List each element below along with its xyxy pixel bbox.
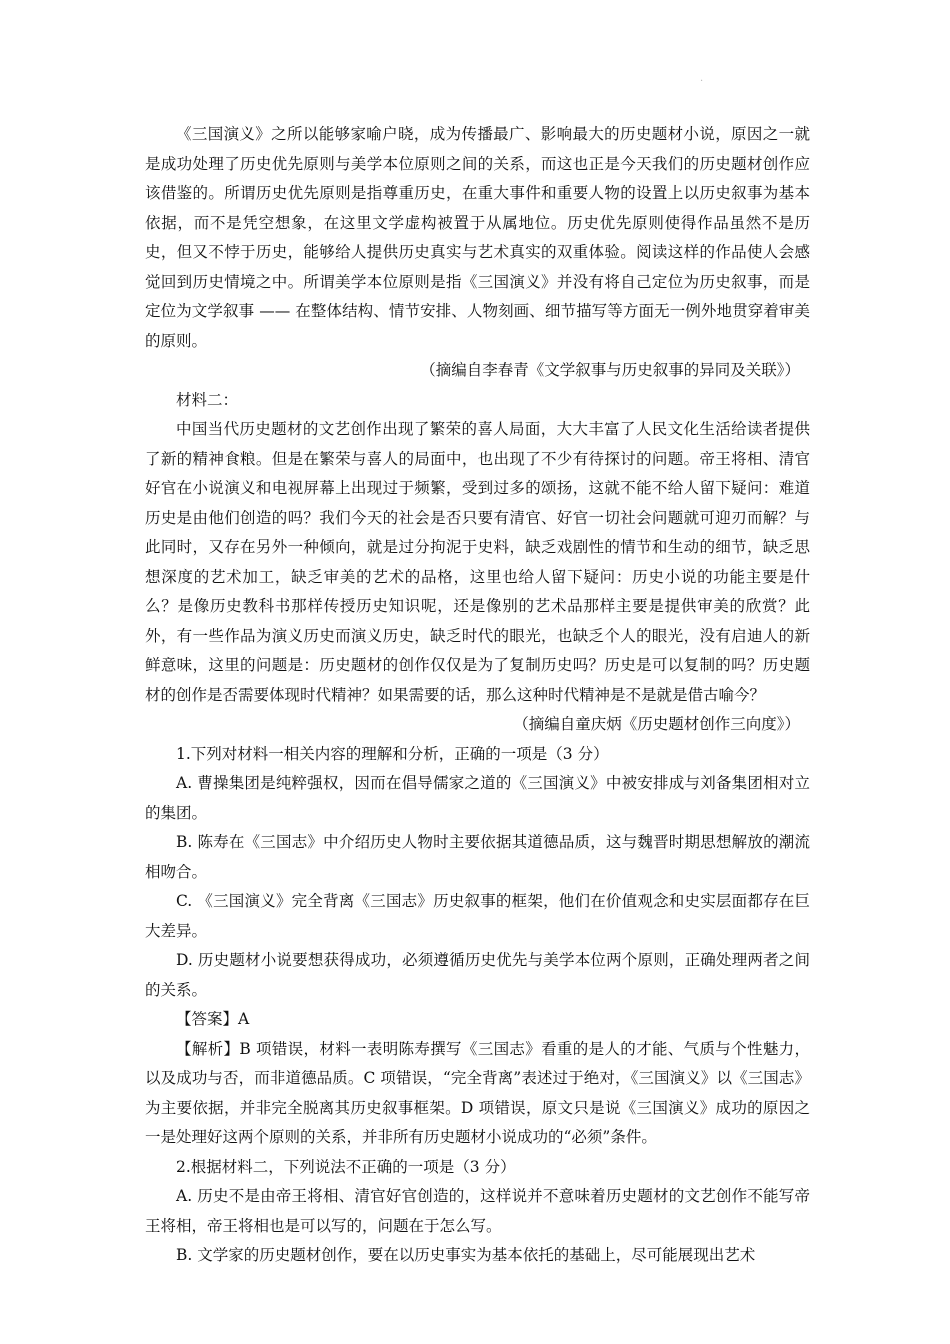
question1-option-c: C. 《三国演义》完全背离《三国志》历史叙事的框架，他们在价值观念和史实层面都存在巨大差异。: [145, 892, 810, 940]
question1-option-d: D. 历史题材小说要想获得成功，必须遵循历史优先与美学本位两个原则，正确处理两者之间的关系。: [145, 951, 810, 999]
question2-option-b: B. 文学家的历史题材创作，要在以历史事实为基本依托的基础上，尽可能展现出艺术: [176, 1246, 756, 1264]
material2-heading: 材料二：: [176, 390, 239, 409]
question1-analysis: 【解析】B 项错误，材料一表明陈寿撰写《三国志》看重的是人的才能、气质与个性魅力，以及成功与否，而非道德品质。C 项错误，“完全背离”表述过于绝对，《三国演义》以《三国志》为主要依据，并非完全脱离其历史叙事框架。D 项错误，原文只是说《三国演义》成功的原因之一是处理好这两个原则的关系，并非所有历史题材小说成功的“必须”条件。: [145, 1039, 810, 1146]
material1-paragraph: 《三国演义》之所以能够家喻户晓，成为传播最广、影响最大的历史题材小说，原因之一就是成功处理了历史优先原则与美学本位原则之间的关系，而这也正是今天我们的历史题材创作应该借鉴的。所谓历史优先原则是指尊重历史，在重大事件和重要人物的设置上以历史叙事为基本依据，而不是凭空想象，在这里文学虚构被置于从属地位。历史优先原则使得作品虽然不是历史，但又不悖于历史，能够给人提供历史真实与艺术真实的双重体验。阅读这样的作品使人会感觉回到历史情境之中。所谓美学本位原则是指《三国演义》并没有将自己定位为历史叙事，而是定位为文学叙事 —— 在整体结构、情节安排、人物刻画、细节描写等方面无一例外地贯穿着审美的原则。: [145, 125, 810, 350]
question2-option-a: A. 历史不是由帝王将相、清官好官创造的，这样说并不意味着历史题材的文艺创作不能写帝王将相，帝王将相也是可以写的，问题在于怎么写。: [145, 1187, 810, 1235]
material2-source: （摘编自童庆炳《历史题材创作三向度》）: [513, 715, 800, 733]
material2-paragraph: 中国当代历史题材的文艺创作出现了繁荣的喜人局面，大大丰富了人民文化生活给读者提供了新的精神食粮。但是在繁荣与喜人的局面中，也出现了不少有待探讨的问题。帝王将相、清官好官在小说演义和电视屏幕上出现过于频繁，受到过多的颂扬，这就不能不给人留下疑问：难道历史是由他们创造的吗？我们今天的社会是否只要有清官、好官一切社会问题就可迎刃而解？与此同时，又存在另外一种倾向，就是过分拘泥于史料，缺乏戏剧性的情节和生动的细节，缺乏思想深度的艺术加工，缺乏审美的艺术的品格，这里也给人留下疑问：历史小说的功能主要是什么？是像历史教科书那样传授历史知识呢，还是像别的艺术品那样主要是提供审美的欣赏？此外，有一些作品为演义历史而演义历史，缺乏时代的眼光，也缺乏个人的眼光，没有启迪人的新鲜意味，这里的问题是：历史题材的创作仅仅是为了复制历史吗？历史是可以复制的吗？历史题材的创作是否需要体现时代精神？如果需要的话，那么这种时代精神是不是就是借古喻今？: [145, 420, 810, 704]
question1-answer: 【答案】A: [176, 1010, 250, 1028]
question2-stem: 2.根据材料二，下列说法不正确的一项是（3 分）: [176, 1157, 516, 1176]
question1-option-b: B. 陈寿在《三国志》中介绍历史人物时主要依据其道德品质，这与魏晋时期思想解放的潮流相吻合。: [145, 833, 810, 881]
question1-stem: 1.下列对材料一相关内容的理解和分析，正确的一项是（3 分）: [176, 744, 609, 763]
document-body: [145, 120, 810, 1271]
page-mark: ·: [700, 76, 704, 87]
material1-source: （摘编自李春青《文学叙事与历史叙事的异同及关联》）: [420, 361, 800, 379]
question1-option-a: A. 曹操集团是纯粹强权，因而在倡导儒家之道的《三国演义》中被安排成与刘备集团相对立的集团。: [145, 774, 810, 822]
